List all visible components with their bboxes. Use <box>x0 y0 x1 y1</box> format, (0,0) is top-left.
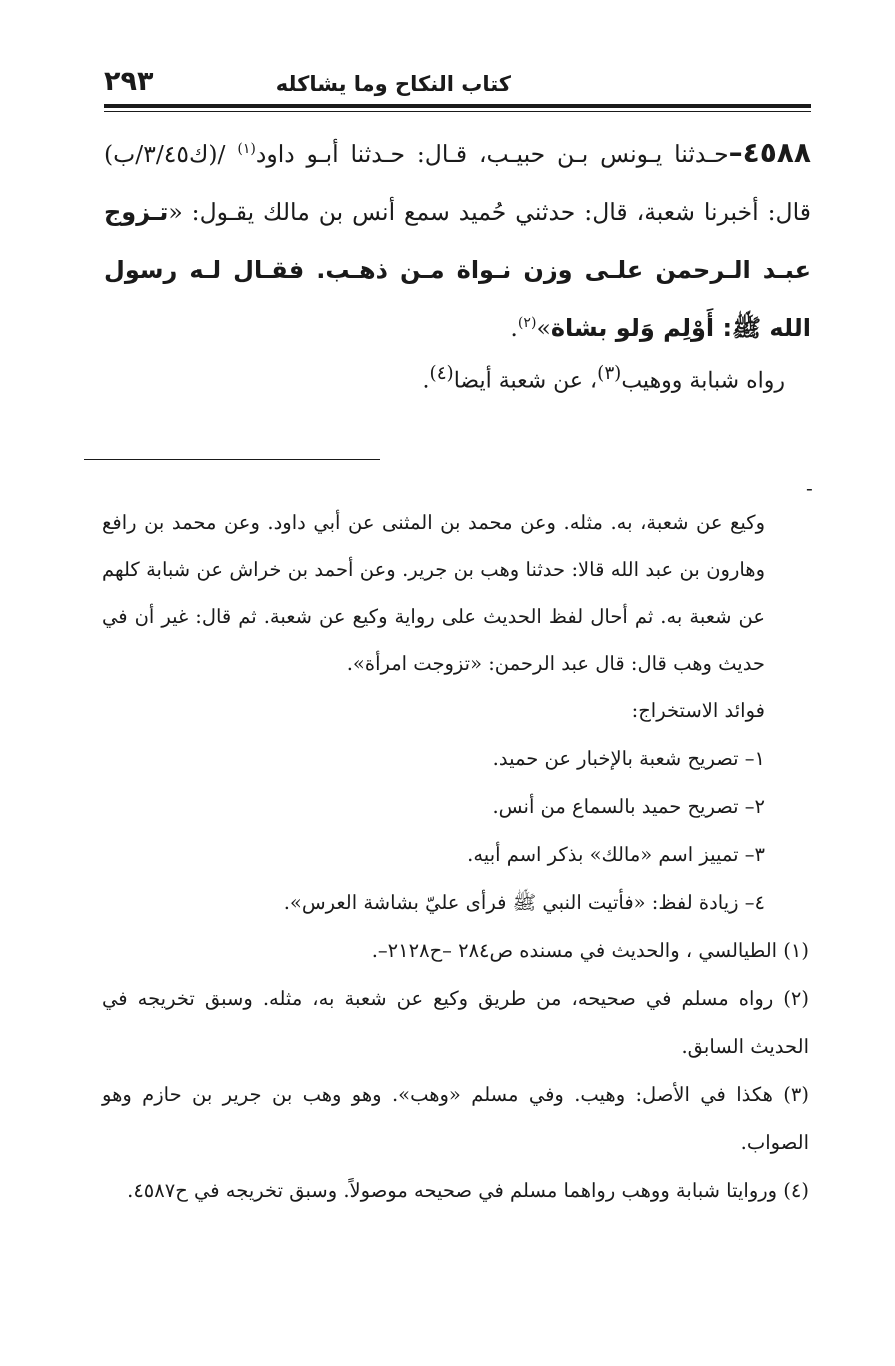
footnote-continuation: وكيع عن شعبة، به. مثله. وعن محمد بن المثنى عن أبي داود. وعن محمد بن رافع وهارون بن عبد الله قالا: حدثنا وهب بن جرير. وعن أحمد بن خراش عن شبابة كلهم عن شعبة به. ثم أحال لفظ الحديث على رواية وكيع عن شعبة. ثم قال: غير أن في حديث وهب قال: قال عبد الرحمن: «تزوجت امرأة». <box>102 511 765 675</box>
benefit-item: ٤– زيادة لفظ: «فأتيت النبي ﷺ فرأى عليّ بشاشة العرس». <box>283 891 765 914</box>
footnote-ref-3: (٣) <box>597 363 622 384</box>
footnote-3: (٣) هكذا في الأصل: وهيب. وفي مسلم «وهب». وهو وهب بن جرير بن حازم وهو الصواب. <box>102 1083 809 1154</box>
narrated-mid: ، عن شعبة أيضا <box>453 368 598 394</box>
benefit-item: ١– تصريح شعبة بالإخبار عن حميد. <box>492 747 765 770</box>
narrated-pre: رواه شبابة ووهيب <box>621 368 785 394</box>
footnote-ref-2: (٢) <box>517 315 537 332</box>
hadith-close-quote: » <box>536 314 551 342</box>
benefits-section <box>102 687 765 927</box>
hadith-number: ٤٥٨٨ <box>742 136 811 169</box>
hadith-isnad-1: حـدثنا يـونس بـن حبيـب، قـال: حـدثنا أبـو داود <box>255 140 729 168</box>
footnotes <box>102 927 809 1215</box>
header-rule-thick <box>104 104 811 108</box>
page-header <box>104 66 811 106</box>
continuation-mark: - <box>806 476 813 500</box>
page-number: ٢٩٣ <box>104 66 154 97</box>
footnote-separator <box>84 459 380 460</box>
benefit-item: ٢– تصريح حميد بالسماع من أنس. <box>492 795 765 818</box>
footnote-1: (١) الطيالسي ، والحديث في مسنده ص٢٨٤ –ح٢١٢٨–. <box>371 939 809 962</box>
footnote-2: (٢) رواه مسلم في صحيحه، من طريق وكيع عن شعبة به، مثله. وسبق تخريجه في الحديث السابق. <box>102 987 809 1058</box>
footnote-ref-4: (٤) <box>429 363 454 384</box>
benefit-item: ٣– تمييز اسم «مالك» بذكر اسم أبيه. <box>467 843 765 866</box>
chapter-title: كتاب النكاح وما يشاكله <box>275 72 511 96</box>
footnote-ref-1: (١) <box>237 141 256 158</box>
hadith-matn: تـزوج عبـد الـرحمن علـى وزن نـواة مـن ذهـب. فقـال لـه رسول الله ﷺ: أَوْلِم وَلو بشاة <box>104 198 811 342</box>
hadith-text <box>104 124 811 357</box>
benefits-title: فوائد الاستخراج: <box>631 699 765 722</box>
narration-note <box>104 354 785 401</box>
narrated-end: . <box>422 368 430 394</box>
hadith-end: . <box>510 314 518 342</box>
hadith-isnad-2: /(ك٣/٤٥/ب) قال: أخبرنا شعبة، قال: حدثني حُميد سمع أنس بن مالك يقـول: « <box>104 140 811 226</box>
hadith-dash: – <box>728 136 743 169</box>
header-rule-thin <box>104 111 811 112</box>
footnote-4: (٤) وروايتا شبابة ووهب رواهما مسلم في صحيحه موصولاً. وسبق تخريجه في ح٤٥٨٧. <box>127 1179 809 1202</box>
